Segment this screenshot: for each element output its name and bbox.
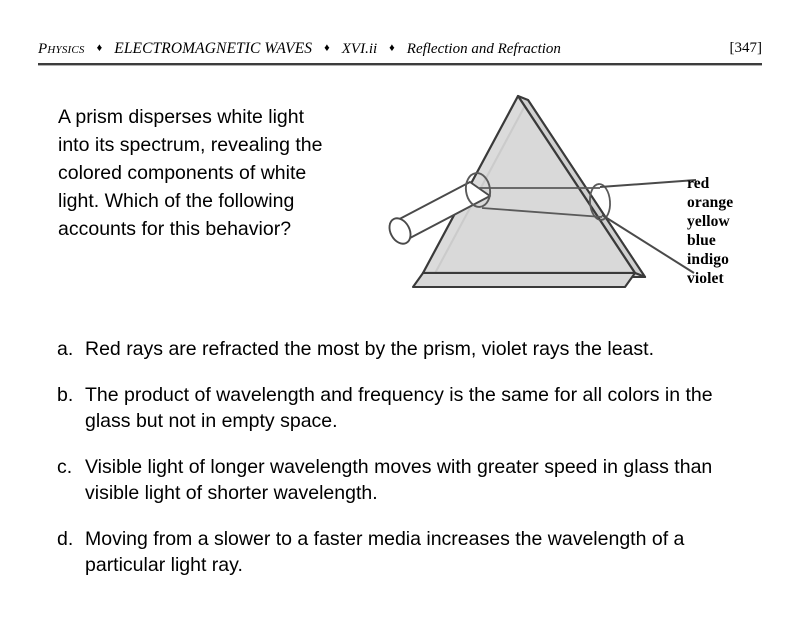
header-separator-icon: ♦ (96, 42, 103, 54)
spectrum-label-yellow: yellow (687, 212, 730, 230)
question-line: light. Which of the following (58, 189, 295, 212)
header-topic: Reflection and Refraction (406, 41, 561, 57)
option-letter-b: b. (57, 383, 74, 406)
option-letter-c: c. (57, 455, 73, 478)
question-line: colored components of white (58, 161, 307, 184)
prism-dispersion-figure (378, 84, 778, 306)
answer-option-a[interactable] (57, 336, 757, 363)
header-chapter: ELECTROMAGNETIC WAVES (114, 40, 313, 57)
header-separator-icon: ♦ (389, 42, 395, 54)
spectrum-label-violet: violet (687, 269, 724, 287)
option-text-a: Red rays are refracted the most by the prism, violet rays the least. (85, 338, 654, 360)
answer-option-b[interactable] (57, 382, 757, 435)
question-line: A prism disperses white light (58, 106, 305, 128)
header-subject: Physics (38, 41, 85, 57)
question-line: into its spectrum, revealing the (58, 133, 323, 156)
prism-bottom-face (413, 273, 635, 287)
header-section: XVI.ii (341, 41, 378, 57)
answer-option-d[interactable] (57, 526, 757, 579)
spectrum-label-red: red (687, 175, 710, 192)
option-text-c: Visible light of longer wavelength moves with greater speed in glass than visible light of shorter wavelength. (85, 455, 713, 505)
answer-options-list (57, 336, 757, 598)
spectrum-label-list (687, 175, 733, 289)
spectrum-label-blue: blue (687, 231, 716, 249)
dispersed-ray-red (600, 180, 696, 187)
option-text-b: The product of wavelength and frequency is the same for all colors in the glass but not in empty space. (85, 383, 713, 433)
header-divider (38, 63, 762, 66)
answer-option-c[interactable] (57, 454, 757, 507)
question-stem (58, 104, 354, 243)
spectrum-label-orange: orange (687, 193, 734, 211)
header-separator-icon: ♦ (324, 42, 330, 54)
divider-line-light (38, 65, 762, 66)
option-letter-d: d. (57, 527, 74, 550)
page-number: [347] (729, 40, 762, 56)
option-letter-a: a. (57, 338, 74, 360)
header-breadcrumb (38, 40, 561, 58)
option-text-d: Moving from a slower to a faster media increases the wavelength of a particular light ray. (85, 527, 685, 577)
question-line: accounts for this behavior? (58, 217, 292, 240)
spectrum-label-indigo: indigo (687, 250, 729, 268)
